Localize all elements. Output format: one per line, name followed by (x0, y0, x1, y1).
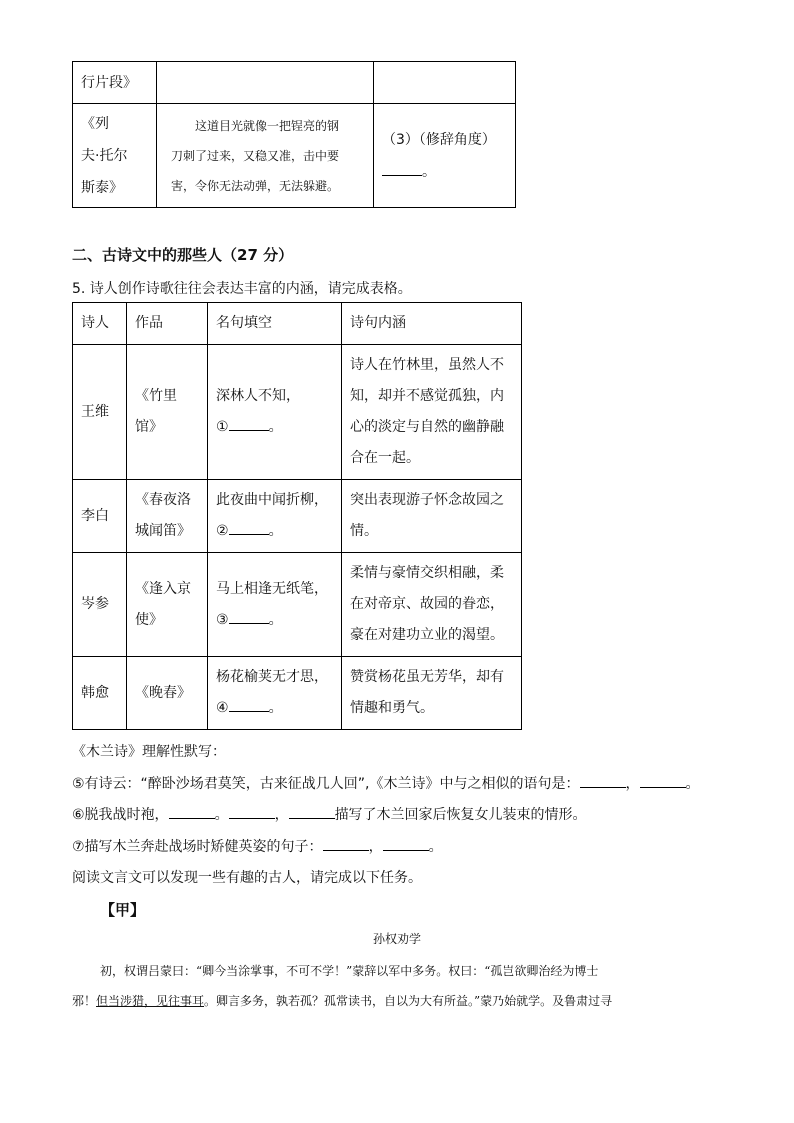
passage-label: 【甲】 (100, 901, 146, 919)
table-cell-answer: （3）（修辞角度） 。 (374, 104, 516, 208)
answer-blank[interactable] (289, 804, 335, 819)
table-row: 李白 《春夜洛 城闻笛》 此夜曲中闻折柳， ② 。 突出表现游子怀念故园之 情。 (73, 480, 522, 553)
mulan-question-7: ⑦描写木兰奔赴战场时矫健英姿的句子： ， 。 (72, 836, 443, 856)
table-header-row: 诗人 作品 名句填空 诗句内涵 (73, 303, 522, 345)
passage-line-2: 邪！但当涉猎，见往事耳。卿言多务，孰若孤？孤常读书，自以为大有所益。”蒙乃始就学。及鲁肃过寻 (72, 994, 613, 1008)
section-title: 二、古诗文中的那些人（27 分） (72, 246, 294, 264)
passage-line-1: 初，权谓吕蒙曰：“卿今当涂掌事，不可不学！”蒙辞以军中多务。权曰：“孤岂欲卿治经为博士 (100, 964, 599, 978)
answer-blank[interactable] (382, 161, 422, 176)
table-row: 韩愈 《晚春》 杨花榆荚无才思， ④ 。 赞赏杨花虽无芳华，却有 情趣和勇气。 (73, 657, 522, 730)
table-row: 岑参 《逢入京 使》 马上相逢无纸笔， ③ 。 柔情与豪情交织相融，柔 在对帝京、故园的眷恋， 豪在对建功立业的渴望。 (73, 553, 522, 657)
answer-blank[interactable] (580, 773, 626, 788)
answer-blank[interactable] (229, 697, 269, 712)
mulan-intro: 《木兰诗》理解性默写： (72, 744, 226, 760)
mulan-question-6: ⑥脱我战时袍， 。 ， 描写了木兰回家后恢复女儿装束的情形。 (72, 804, 587, 824)
table-cell-excerpt: 这道目光就像一把锃亮的钢 刀刺了过来，又稳又准，击中要 害，令你无法动弹，无法躲避。 (157, 104, 374, 208)
reading-intro: 阅读文言文可以发现一些有趣的古人，请完成以下任务。 (72, 870, 422, 886)
poetry-table (72, 302, 522, 730)
table-cell: 行片段》 (73, 62, 157, 104)
answer-blank[interactable] (169, 804, 215, 819)
answer-blank[interactable] (640, 773, 686, 788)
answer-blank[interactable] (229, 416, 269, 431)
table-cell (374, 62, 516, 104)
mulan-question-5: ⑤有诗云：“醉卧沙场君莫笑，古来征战几人回”,《木兰诗》中与之相似的语句是： ， 。 (72, 773, 700, 793)
answer-blank[interactable] (229, 804, 275, 819)
answer-blank[interactable] (383, 836, 429, 851)
underlined-sentence: 但当涉猎，见往事耳 (96, 994, 205, 1008)
answer-blank[interactable] (229, 609, 269, 624)
passage-title: 孙权劝学 (372, 932, 421, 946)
table-cell-work: 《列 夫·托尔 斯泰》 (73, 104, 157, 208)
table-cell (157, 62, 374, 104)
answer-blank[interactable] (323, 836, 369, 851)
question-5: 5. 诗人创作诗歌往往会表达丰富的内涵，请完成表格。 (72, 281, 412, 297)
table-row: 王维 《竹里 馆》 深林人不知， ① 。 诗人在竹林里，虽然人不 知，却并不感觉孤独，内 心的淡定与自然的幽静融 合在一起。 (73, 345, 522, 480)
comparison-table (72, 61, 516, 208)
answer-blank[interactable] (229, 520, 269, 535)
